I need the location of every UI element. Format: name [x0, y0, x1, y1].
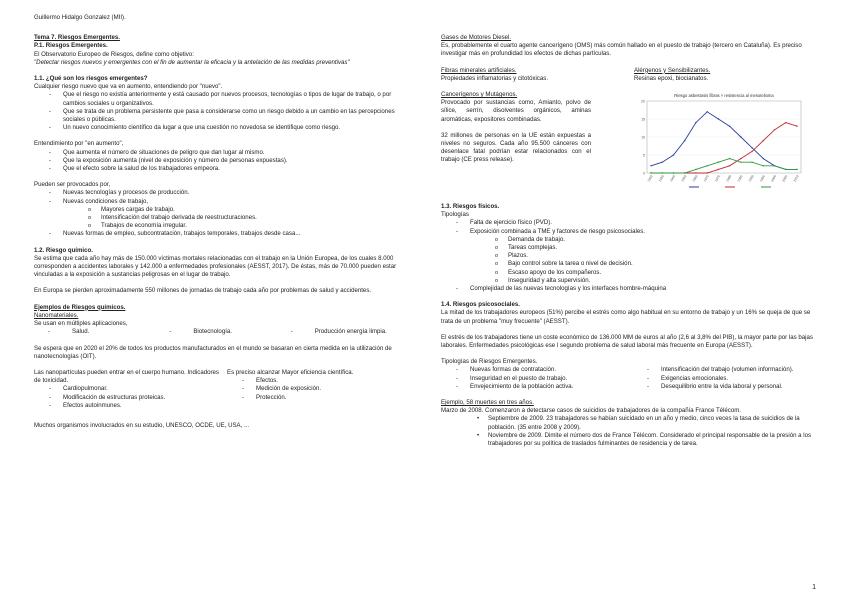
list-item: - Que el efecto sobre la salud de los trabajadores empeora. [34, 165, 412, 173]
subsection-heading: 1.2. Riesgo químico. [34, 246, 93, 254]
bullet-grid [441, 366, 819, 391]
sub-bullet-list [441, 236, 819, 285]
paragraph: La mitad de los trabajadores europeos (51%) percibe el estrés como algo habitual en su entorno de trabajo y un 16% se queja de que se trata de un problema "muy frecuente" (AESST). [441, 309, 811, 325]
data-point [774, 165, 775, 166]
bullet-list [441, 219, 819, 235]
data-point [706, 111, 707, 112]
data-point [650, 165, 651, 166]
data-point [763, 165, 764, 166]
data-point [763, 158, 764, 159]
list-item: - Nuevas tecnologías y procesos de producción. [34, 189, 412, 197]
data-point [673, 154, 674, 155]
bullet-list [34, 230, 412, 238]
list-item: - Intensificación del trabajo (volumen información). [632, 366, 819, 374]
paragraph: 32 millones de personas en la UE están expuestas a niveles no seguros. Cada año 95.500 cánceres con desenlace fatal podrían estar relacionados con el trabajo (CE press release). [441, 131, 591, 164]
list-item: - Exigencias emocionales. [632, 375, 819, 383]
paragraph: Resinas epoxi, biocianatos. [634, 74, 709, 82]
paragraph: Tipologías de Riesgos Emergentes. [441, 358, 538, 366]
x-tick-label: 1930 [657, 174, 665, 183]
data-point [695, 172, 696, 173]
list-item: - Envejecimiento de la población activa. [441, 383, 628, 391]
alergenos-column [634, 67, 819, 83]
list-item: - Producción energía limpia. [291, 328, 412, 336]
paragraph: Pueden ser provocados por, [34, 181, 111, 189]
two-column-block [34, 369, 412, 410]
y-tick-label: 0 [643, 171, 645, 176]
list-item: • Noviembre de 2009. Dimite el número dos de France Télécom. Considerado el principal responsable de la presión a los trabajadores por su política de traslados fulminantes de residencia y de tarea. [441, 432, 819, 448]
data-point [673, 172, 674, 173]
data-point [796, 126, 797, 127]
topic-heading: Cancerígenos y Mutágenos. [441, 91, 518, 99]
list-item: o Mayores cargas de trabajo. [34, 206, 412, 214]
paragraph: Las nanopartículas pueden entrar en el cuerpo humano. Indicadores de toxicidad. [34, 368, 219, 385]
list-item: - Que la exposición aumenta (nivel de exposición y número de personas expuestas). [34, 157, 412, 165]
list-item: - Cardiopulmonar. [34, 385, 219, 393]
subsection-heading: 1.1. ¿Qué son los riesgos emergentes? [34, 75, 148, 83]
data-point [729, 165, 730, 166]
sub-bullet-list [34, 206, 412, 231]
list-item: - Salud. [48, 328, 169, 336]
y-tick-label: 15 [641, 117, 645, 122]
list-item: - Que se trata de un problema persistente que pasa a considerarse como un riesgo debido a un cambio en las percepciones sociales o públicas. [34, 108, 412, 124]
bullet-list [441, 415, 819, 448]
paragraph: Propiedades inflamatorias y citotóxicas. [441, 74, 549, 82]
toxicity-column [34, 369, 219, 410]
topic-heading: Fibras minerales artificiales. [441, 66, 517, 74]
bullet-list [34, 385, 219, 410]
applications-row [34, 328, 412, 336]
paragraph: Tipologías [441, 211, 469, 219]
data-point [718, 169, 719, 170]
topic-heading: Ejemplo, 58 muertes en tres años. [441, 399, 534, 407]
x-tick-label: 2000 [770, 174, 778, 183]
x-tick-label: 2005 [781, 174, 789, 183]
data-point [740, 136, 741, 137]
y-tick-label: 20 [641, 99, 645, 104]
fibras-column [441, 67, 626, 83]
x-tick-label: 1995 [758, 174, 766, 183]
list-item: o Plazos. [441, 252, 819, 260]
list-item: o Tareas complejas. [441, 244, 819, 252]
data-point [662, 162, 663, 163]
list-item: - Nuevas formas de contratación. [441, 366, 628, 374]
data-point [796, 169, 797, 170]
x-tick-label: 1960 [691, 174, 699, 183]
list-item: - Biotecnología. [169, 328, 290, 336]
paragraph: El estrés de los trabajadores tiene un coste económico de 136.000 MM de euros al año (2,6 al 3,8% del PIB), la mayor parte por las bajas laborales. Enfermedades psicológicas ese l segundo problema de salud laboral más frecuente en Europa (AESST). [441, 333, 813, 350]
list-item: o Inseguridad y alta supervisión. [441, 277, 819, 285]
cancer-text [441, 91, 591, 165]
data-point [740, 162, 741, 163]
list-item: - Exposición combinada a TME y factores de riesgo psicosociales. [441, 228, 819, 236]
bullet-list [34, 189, 412, 205]
section-heading: P.1. Riesgos Emergentes. [34, 42, 108, 50]
data-point [718, 118, 719, 119]
list-item: - Falta de ejercicio físico (PVD). [441, 219, 819, 227]
data-point [718, 162, 719, 163]
paragraph: Marzo de 2008. Comenzaron a detectarse casos de suicidios de trabajadores de la compañía France Télécom. [441, 407, 742, 415]
chart-svg [629, 91, 819, 191]
list-item: - Nuevas condiciones de trabajo, [34, 198, 412, 206]
bullet-list [34, 91, 412, 132]
list-item: - Que el riesgo no existía anteriormente y está causado por nuevos procesos, tecnologías o tipos de lugar de trabajo, o por cambios sociales u organizativos. [34, 91, 412, 107]
list-item: - Un nuevo conocimiento científico da lugar a que una cuestión no novedosa se identifique como riesgo. [34, 124, 412, 132]
data-point [650, 172, 651, 173]
bullet-list [227, 377, 412, 402]
list-item: - Protección. [227, 394, 412, 402]
paragraph: Es preciso alcanzar Mayor eficiencia científica. [227, 368, 354, 376]
list-item: - Efectos. [227, 377, 412, 385]
data-point [785, 169, 786, 170]
data-point [740, 158, 741, 159]
data-point [774, 129, 775, 130]
data-point [706, 172, 707, 173]
quote: "Detectar riesgos nuevos y emergentes con el fin de aumentar la eficacia y la antelación de las medidas preventivas" [34, 58, 350, 66]
x-tick-label: 1920 [646, 174, 654, 183]
x-tick-label: 1980 [725, 174, 733, 183]
topic-heading: Alérgenos y Sensibilizantes. [634, 66, 711, 74]
paragraph: En Europa se pierden aproximadamente 550 millones de jornadas de trabajo cada año por problemas de salud y accidentes. [34, 287, 372, 295]
x-tick-label: 1970 [702, 174, 710, 183]
data-point [729, 158, 730, 159]
x-tick-label: 2010 [792, 174, 800, 183]
data-point [706, 165, 707, 166]
paragraph: Se usan en múltiples aplicaciones, [34, 320, 128, 328]
paragraph: El Observatorio Europeo de Riesgos, define como objetivo: [34, 50, 194, 58]
data-point [684, 172, 685, 173]
paragraph: Se estima que cada año hay más de 150.000 víctimas mortales relacionadas con el trabajo en la Unión Europea, de los cuales 8.000 corresponden a accidentes laborales y 142.000 a enfermedades profesionales (AESST, 2017). De éstas, más de 70.000 pueden estar vinculadas a la exposición a sustancias peligrosas en el lugar de trabajo. [34, 254, 397, 279]
data-point [729, 126, 730, 127]
list-item: o Demanda de trabajo. [441, 236, 819, 244]
data-point [785, 122, 786, 123]
line-chart [629, 91, 819, 191]
bullet-list [441, 285, 819, 293]
x-tick-label: 1940 [669, 174, 677, 183]
two-column-block [441, 67, 819, 83]
page-number: 1 [812, 584, 816, 591]
list-item: o Trabajos de economía irregular. [34, 222, 412, 230]
left-column [34, 14, 412, 430]
list-item: - Complejidad de las nuevas tecnologías y los interfaces hombre-máquina [441, 285, 819, 293]
list-item: • Septiembre de 2009. 23 trabajadores se habían suicidado en un año y medio, cinco veces la tasa de suicidios de la población. (35 entre 2008 y 2009). [441, 415, 819, 431]
paragraph: Provocado por sustancias como, Amianto, polvo de sílice, serrín, disolventes orgánicos, aminas aromáticas, expositores combinadas. [441, 99, 591, 123]
subsection-heading: 1.3. Riesgos físicos. [441, 203, 500, 211]
list-item: - Desequilibrio entre la vida laboral y personal. [632, 383, 819, 391]
data-point [695, 122, 696, 123]
efficiency-column [227, 369, 412, 410]
subsection-heading: 1.4. Riesgos psicosociales. [441, 301, 520, 309]
right-column [441, 14, 819, 448]
subsection-heading: Ejemplos de Riesgos químicos. [34, 303, 126, 311]
x-tick-label: 1990 [747, 174, 755, 183]
list-item: - Que aumenta el número de situaciones de peligro que dan lugar al mismo. [34, 149, 412, 157]
x-tick-label: 1950 [680, 174, 688, 183]
data-point [695, 169, 696, 170]
list-item: o Intensificación del trabajo derivada de reestructuraciones. [34, 214, 412, 222]
list-item: - Inseguridad en el puesto de trabajo. [441, 375, 628, 383]
list-item: - Modificación de estructuras proteicas. [34, 394, 219, 402]
topic-title: Tema 7. Riesgos Emergentes. [34, 34, 120, 42]
data-point [662, 172, 663, 173]
list-item: - Efectos autoinmunes. [34, 402, 219, 410]
data-point [751, 147, 752, 148]
list-item: o Bajo control sobre la tarea o nivel de decisión. [441, 260, 819, 268]
data-point [751, 162, 752, 163]
cancer-block [441, 91, 819, 203]
y-tick-label: 5 [643, 153, 645, 158]
data-point [763, 140, 764, 141]
data-point [684, 140, 685, 141]
list-item: - Nuevas formas de empleo, subcontratación, trabajos temporales, trabajos desde casa... [34, 230, 412, 238]
y-tick-label: 10 [641, 135, 645, 140]
list-item: - Medición de exposición. [227, 385, 412, 393]
paragraph: Muchos organismos involucrados en su estudio, UNESCO, OCDE, UE, USA, ... [34, 421, 250, 429]
paragraph: Es, probablemente el cuarto agente cancerígeno (OMS) más común hallado en el puesto de trabajo (tercero en Cataluña). Es preciso investigar más en profundidad los efectos de dichas partículas. [441, 42, 802, 58]
data-point [751, 151, 752, 152]
list-item: o Escaso apoyo de los compañeros. [441, 269, 819, 277]
bullet-list [34, 149, 412, 174]
paragraph: Entendimiento por "en aumento", [34, 140, 124, 148]
x-tick-label: 1975 [714, 174, 722, 183]
x-tick-label: 1985 [736, 174, 744, 183]
topic-heading: Gases de Motores Diesel. [441, 34, 512, 41]
author-line: Guillermo Hidalgo Gonzalez (MII). [34, 14, 126, 21]
paragraph: Se espera que en 2020 el 20% de todos los productos manufacturados en el mundo se basaran en cierta medida en la utilización de nanotecnologías (OIT). [34, 344, 392, 360]
paragraph: Cualquier riesgo nuevo que va en aumento, entendiendo por "nuevo". [34, 83, 223, 91]
topic-heading: Nanomateriales. [34, 311, 79, 319]
chart-title: Riesgo asbestosis fibras × resistencia al mesotelioma [674, 93, 774, 99]
